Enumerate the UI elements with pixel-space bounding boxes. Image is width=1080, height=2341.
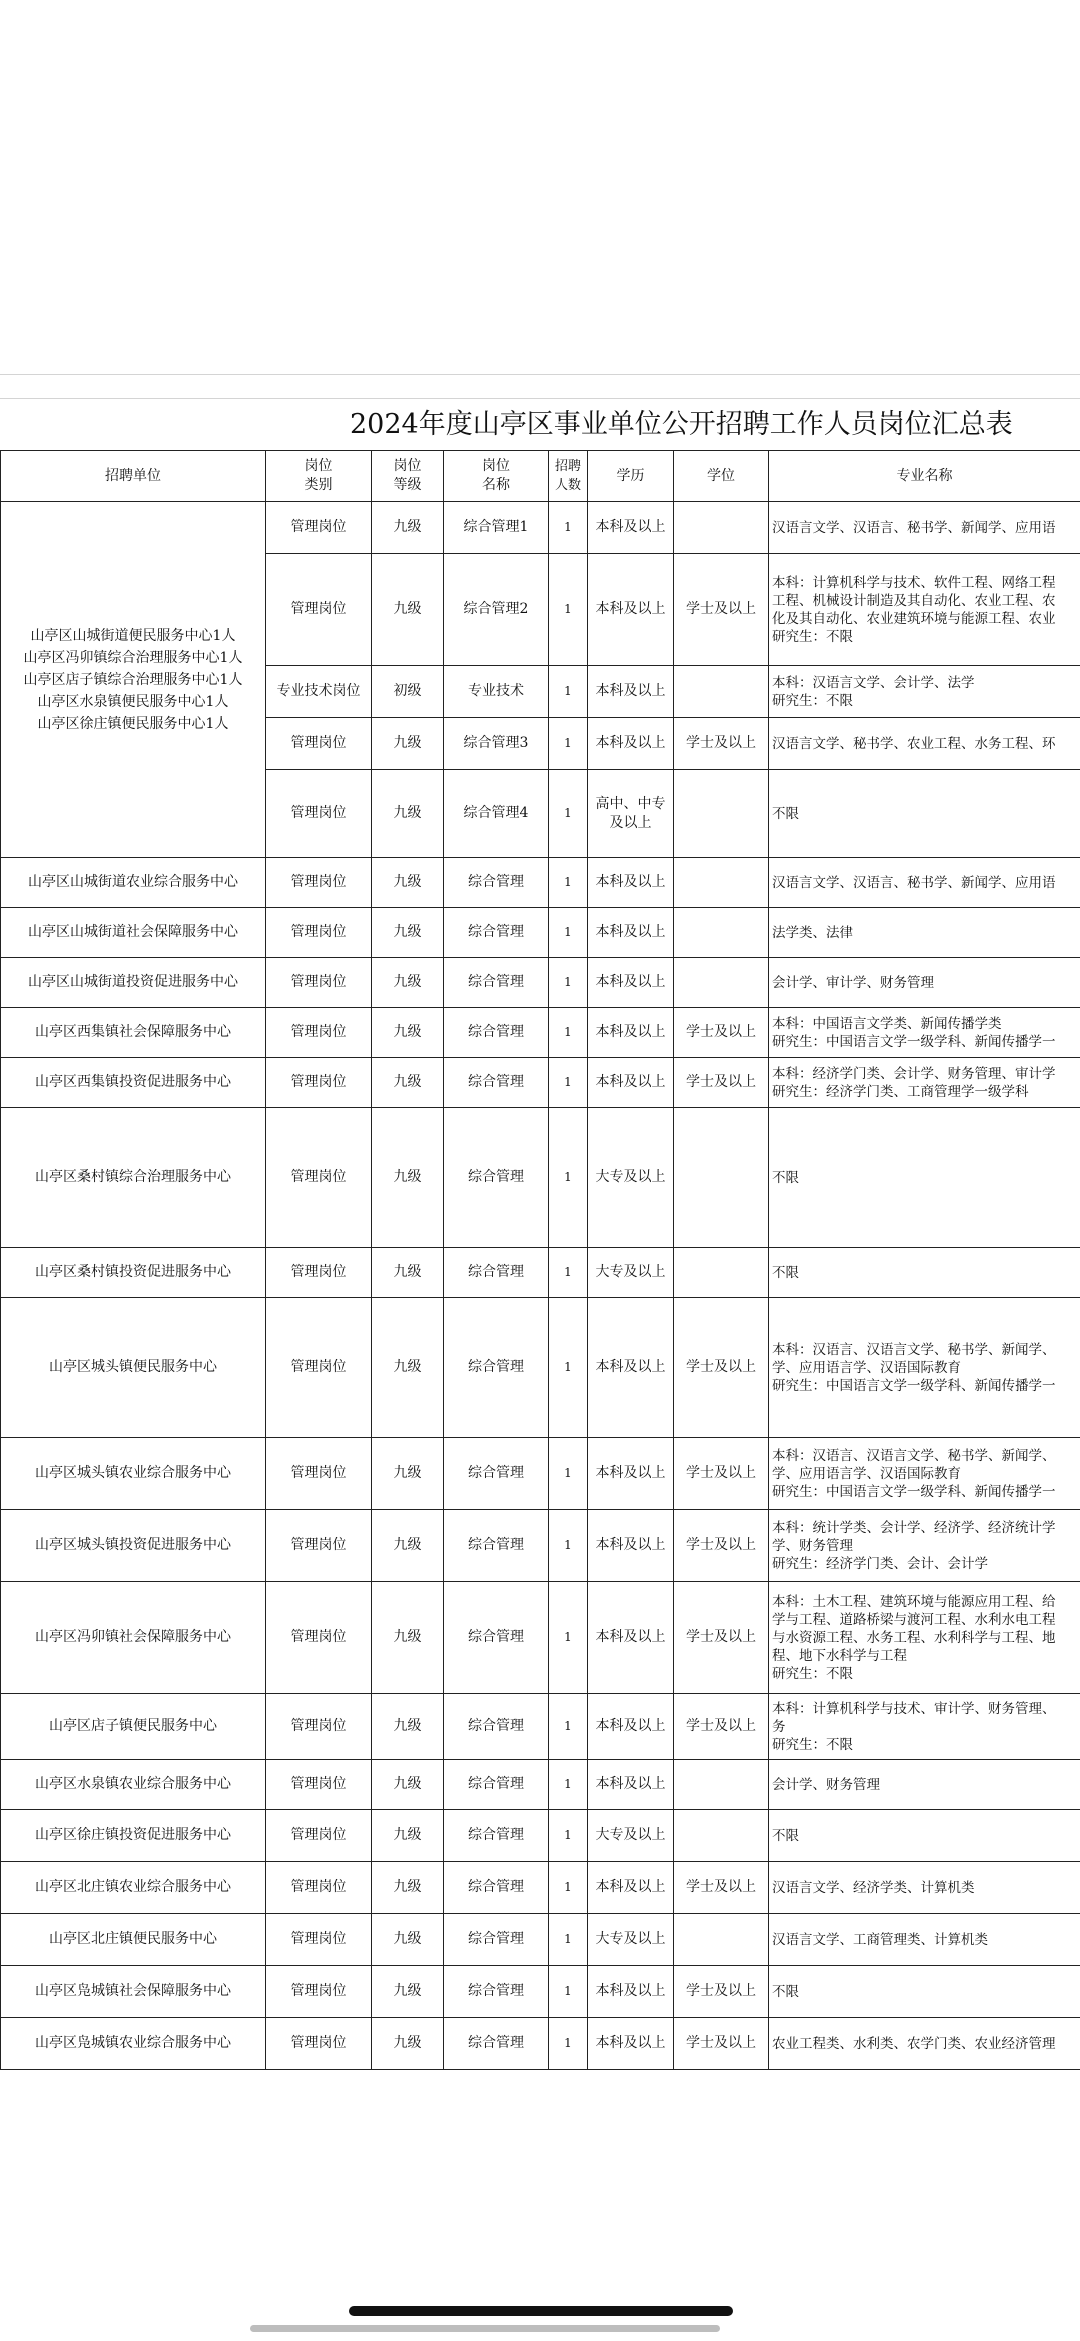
level-cell: 九级: [372, 1862, 444, 1914]
major-cell: 本科：计算机科学与技术、审计学、财务管理、 务 研究生：不限: [769, 1694, 1080, 1760]
category-cell: 管理岗位: [266, 1108, 372, 1248]
unit-cell: 山亭区城头镇投资促进服务中心: [1, 1510, 266, 1582]
unit-cell: 山亭区山城街道农业综合服务中心: [1, 858, 266, 908]
count-cell: 1: [549, 718, 588, 770]
major-cell: 本科：中国语言文学类、新闻传播学类 研究生：中国语言文学一级学科、新闻传播学一: [769, 1008, 1080, 1058]
horizontal-scrollbar[interactable]: [250, 2325, 720, 2332]
education-cell: 大专及以上: [588, 1108, 674, 1248]
degree-cell: 学士及以上: [674, 1966, 769, 2018]
position-name-cell: 综合管理: [444, 1248, 549, 1298]
level-cell: 九级: [372, 1914, 444, 1966]
major-cell: 本科：汉语言、汉语言文学、秘书学、新闻学、 学、应用语言学、汉语国际教育 研究生：中国语言文学一级学科、新闻传播学一: [769, 1298, 1080, 1438]
category-cell: 专业技术岗位: [266, 666, 372, 718]
major-cell: 不限: [769, 1966, 1080, 2018]
level-cell: 九级: [372, 1694, 444, 1760]
level-cell: 九级: [372, 1008, 444, 1058]
unit-cell: 山亭区桑村镇投资促进服务中心: [1, 1248, 266, 1298]
unit-cell: 山亭区西集镇社会保障服务中心: [1, 1008, 266, 1058]
header-education: 学历: [588, 451, 674, 502]
count-cell: 1: [549, 1058, 588, 1108]
level-cell: 九级: [372, 770, 444, 858]
category-cell: 管理岗位: [266, 1862, 372, 1914]
count-cell: 1: [549, 554, 588, 666]
education-cell: 本科及以上: [588, 502, 674, 554]
position-name-cell: 综合管理4: [444, 770, 549, 858]
table-row: [1, 1760, 1080, 1810]
position-name-cell: 综合管理2: [444, 554, 549, 666]
position-name-cell: 综合管理: [444, 1298, 549, 1438]
count-cell: 1: [549, 1966, 588, 2018]
level-cell: 九级: [372, 908, 444, 958]
count-cell: 1: [549, 1248, 588, 1298]
unit-cell: 山亭区西集镇投资促进服务中心: [1, 1058, 266, 1108]
degree-cell: 学士及以上: [674, 2018, 769, 2070]
education-cell: 大专及以上: [588, 1914, 674, 1966]
unit-cell: 山亭区北庄镇便民服务中心: [1, 1914, 266, 1966]
education-cell: 本科及以上: [588, 1694, 674, 1760]
position-name-cell: 综合管理3: [444, 718, 549, 770]
level-cell: 九级: [372, 718, 444, 770]
count-cell: 1: [549, 1108, 588, 1248]
count-cell: 1: [549, 1008, 588, 1058]
position-name-cell: 综合管理: [444, 958, 549, 1008]
table-row: [1, 858, 1080, 908]
group-unit-cell: 山亭区山城街道便民服务中心1人 山亭区冯卯镇综合治理服务中心1人 山亭区店子镇综合治理服务中心1人 山亭区水泉镇便民服务中心1人 山亭区徐庄镇便民服务中心1人: [1, 502, 266, 858]
level-cell: 初级: [372, 666, 444, 718]
unit-cell: 山亭区北庄镇农业综合服务中心: [1, 1862, 266, 1914]
unit-cell: 山亭区山城街道社会保障服务中心: [1, 908, 266, 958]
count-cell: 1: [549, 1510, 588, 1582]
category-cell: 管理岗位: [266, 1510, 372, 1582]
table-row: [1, 1862, 1080, 1914]
education-cell: 本科及以上: [588, 1862, 674, 1914]
table-row: [1, 1510, 1080, 1582]
unit-cell: 山亭区冯卯镇社会保障服务中心: [1, 1582, 266, 1694]
category-cell: 管理岗位: [266, 770, 372, 858]
major-cell: 不限: [769, 1810, 1080, 1862]
table-row: [1, 958, 1080, 1008]
degree-cell: [674, 908, 769, 958]
unit-cell: 山亭区桑村镇综合治理服务中心: [1, 1108, 266, 1248]
education-cell: 本科及以上: [588, 1510, 674, 1582]
unit-cell: 山亭区徐庄镇投资促进服务中心: [1, 1810, 266, 1862]
major-cell: 不限: [769, 1108, 1080, 1248]
unit-cell: 山亭区山城街道投资促进服务中心: [1, 958, 266, 1008]
category-cell: 管理岗位: [266, 1582, 372, 1694]
level-cell: 九级: [372, 858, 444, 908]
education-cell: 本科及以上: [588, 718, 674, 770]
category-cell: 管理岗位: [266, 1966, 372, 2018]
education-cell: 本科及以上: [588, 1058, 674, 1108]
level-cell: 九级: [372, 1510, 444, 1582]
category-cell: 管理岗位: [266, 1914, 372, 1966]
level-cell: 九级: [372, 1438, 444, 1510]
major-cell: 会计学、财务管理: [769, 1760, 1080, 1810]
degree-cell: 学士及以上: [674, 1582, 769, 1694]
category-cell: 管理岗位: [266, 858, 372, 908]
degree-cell: [674, 502, 769, 554]
category-cell: 管理岗位: [266, 1694, 372, 1760]
unit-cell: 山亭区凫城镇社会保障服务中心: [1, 1966, 266, 2018]
education-cell: 本科及以上: [588, 1582, 674, 1694]
count-cell: 1: [549, 1862, 588, 1914]
position-name-cell: 综合管理: [444, 1760, 549, 1810]
category-cell: 管理岗位: [266, 2018, 372, 2070]
level-cell: 九级: [372, 2018, 444, 2070]
level-cell: 九级: [372, 502, 444, 554]
page-title: 2024年度山亭区事业单位公开招聘工作人员岗位汇总表: [350, 409, 1013, 440]
major-cell: 汉语言文学、经济学类、计算机类: [769, 1862, 1080, 1914]
table-row: [1, 1914, 1080, 1966]
count-cell: 1: [549, 958, 588, 1008]
position-name-cell: 综合管理: [444, 1008, 549, 1058]
unit-cell: 山亭区城头镇便民服务中心: [1, 1298, 266, 1438]
header-major: 专业名称: [769, 451, 1080, 502]
category-cell: 管理岗位: [266, 718, 372, 770]
degree-cell: [674, 770, 769, 858]
level-cell: 九级: [372, 1582, 444, 1694]
major-cell: 不限: [769, 770, 1080, 858]
position-name-cell: 综合管理: [444, 908, 549, 958]
education-cell: 本科及以上: [588, 1966, 674, 2018]
level-cell: 九级: [372, 1966, 444, 2018]
major-cell: 本科：土木工程、建筑环境与能源应用工程、给 学与工程、道路桥梁与渡河工程、水利水电工程 与水资源工程、水务工程、水利科学与工程、地 程、地下水科学与工程 研究生：不限: [769, 1582, 1080, 1694]
degree-cell: 学士及以上: [674, 1862, 769, 1914]
position-name-cell: 综合管理: [444, 1914, 549, 1966]
count-cell: 1: [549, 1582, 588, 1694]
level-cell: 九级: [372, 958, 444, 1008]
position-name-cell: 综合管理: [444, 1582, 549, 1694]
header-count: 招聘 人数: [549, 451, 588, 502]
education-cell: 本科及以上: [588, 908, 674, 958]
major-cell: 汉语言文学、工商管理类、计算机类: [769, 1914, 1080, 1966]
degree-cell: 学士及以上: [674, 1510, 769, 1582]
count-cell: 1: [549, 1810, 588, 1862]
category-cell: 管理岗位: [266, 1248, 372, 1298]
category-cell: 管理岗位: [266, 1760, 372, 1810]
position-name-cell: 综合管理: [444, 1862, 549, 1914]
table-row: [1, 1298, 1080, 1438]
major-cell: 本科：经济学门类、会计学、财务管理、审计学 研究生：经济学门类、工商管理学一级学科: [769, 1058, 1080, 1108]
major-cell: 本科：计算机科学与技术、软件工程、网络工程 工程、机械设计制造及其自动化、农业工程、农 化及其自动化、农业建筑环境与能源工程、农业 研究生：不限: [769, 554, 1080, 666]
position-name-cell: 专业技术: [444, 666, 549, 718]
major-cell: 本科：汉语言文学、会计学、法学 研究生：不限: [769, 666, 1080, 718]
major-cell: 本科：统计学类、会计学、经济学、经济统计学 学、财务管理 研究生：经济学门类、会计、会计学: [769, 1510, 1080, 1582]
count-cell: 1: [549, 2018, 588, 2070]
degree-cell: [674, 1810, 769, 1862]
home-indicator[interactable]: [349, 2306, 733, 2316]
table-row: [1, 2018, 1080, 2070]
degree-cell: [674, 1248, 769, 1298]
education-cell: 本科及以上: [588, 1298, 674, 1438]
position-name-cell: 综合管理: [444, 2018, 549, 2070]
table-row: [1, 1810, 1080, 1862]
education-cell: 本科及以上: [588, 1008, 674, 1058]
education-cell: 本科及以上: [588, 554, 674, 666]
education-cell: 本科及以上: [588, 958, 674, 1008]
level-cell: 九级: [372, 1248, 444, 1298]
degree-cell: [674, 1914, 769, 1966]
unit-cell: 山亭区凫城镇农业综合服务中心: [1, 2018, 266, 2070]
category-cell: 管理岗位: [266, 1298, 372, 1438]
degree-cell: 学士及以上: [674, 554, 769, 666]
table-row: [1, 1008, 1080, 1058]
count-cell: 1: [549, 770, 588, 858]
table-row: [1, 1438, 1080, 1510]
header-category: 岗位 类别: [266, 451, 372, 502]
degree-cell: 学士及以上: [674, 1058, 769, 1108]
position-name-cell: 综合管理1: [444, 502, 549, 554]
count-cell: 1: [549, 666, 588, 718]
position-name-cell: 综合管理: [444, 1694, 549, 1760]
major-cell: 不限: [769, 1248, 1080, 1298]
major-cell: 汉语言文学、汉语言、秘书学、新闻学、应用语: [769, 502, 1080, 554]
position-name-cell: 综合管理: [444, 1510, 549, 1582]
education-cell: 本科及以上: [588, 858, 674, 908]
unit-cell: 山亭区店子镇便民服务中心: [1, 1694, 266, 1760]
position-name-cell: 综合管理: [444, 1108, 549, 1248]
major-cell: 会计学、审计学、财务管理: [769, 958, 1080, 1008]
category-cell: 管理岗位: [266, 908, 372, 958]
major-cell: 本科：汉语言、汉语言文学、秘书学、新闻学、 学、应用语言学、汉语国际教育 研究生：中国语言文学一级学科、新闻传播学一: [769, 1438, 1080, 1510]
major-cell: 农业工程类、水利类、农学门类、农业经济管理: [769, 2018, 1080, 2070]
table-row: [1, 1582, 1080, 1694]
major-cell: 法学类、法律: [769, 908, 1080, 958]
degree-cell: 学士及以上: [674, 1438, 769, 1510]
degree-cell: [674, 1108, 769, 1248]
position-name-cell: 综合管理: [444, 1966, 549, 2018]
degree-cell: [674, 666, 769, 718]
table-row: [1, 1966, 1080, 2018]
count-cell: 1: [549, 1760, 588, 1810]
sheet-gridline: [0, 374, 1080, 375]
count-cell: 1: [549, 1298, 588, 1438]
table-row: [1, 1058, 1080, 1108]
table-row: [1, 908, 1080, 958]
header-position-name: 岗位 名称: [444, 451, 549, 502]
position-name-cell: 综合管理: [444, 1438, 549, 1510]
position-name-cell: 综合管理: [444, 858, 549, 908]
table-header-row: [1, 451, 1080, 502]
table-row: [1, 1108, 1080, 1248]
education-cell: 高中、中专 及以上: [588, 770, 674, 858]
degree-cell: 学士及以上: [674, 1008, 769, 1058]
position-name-cell: 综合管理: [444, 1810, 549, 1862]
education-cell: 大专及以上: [588, 1810, 674, 1862]
unit-cell: 山亭区城头镇农业综合服务中心: [1, 1438, 266, 1510]
level-cell: 九级: [372, 1298, 444, 1438]
category-cell: 管理岗位: [266, 1058, 372, 1108]
level-cell: 九级: [372, 1810, 444, 1862]
count-cell: 1: [549, 858, 588, 908]
table-row: [1, 1694, 1080, 1760]
level-cell: 九级: [372, 1760, 444, 1810]
category-cell: 管理岗位: [266, 1810, 372, 1862]
education-cell: 本科及以上: [588, 666, 674, 718]
count-cell: 1: [549, 1694, 588, 1760]
recruitment-table: [0, 450, 1080, 2070]
education-cell: 大专及以上: [588, 1248, 674, 1298]
education-cell: 本科及以上: [588, 1760, 674, 1810]
degree-cell: 学士及以上: [674, 1694, 769, 1760]
count-cell: 1: [549, 908, 588, 958]
sheet-gridline: [0, 398, 1080, 399]
category-cell: 管理岗位: [266, 502, 372, 554]
level-cell: 九级: [372, 1108, 444, 1248]
level-cell: 九级: [372, 554, 444, 666]
major-cell: 汉语言文学、秘书学、农业工程、水务工程、环: [769, 718, 1080, 770]
position-name-cell: 综合管理: [444, 1058, 549, 1108]
level-cell: 九级: [372, 1058, 444, 1108]
header-degree: 学位: [674, 451, 769, 502]
degree-cell: [674, 858, 769, 908]
unit-cell: 山亭区水泉镇农业综合服务中心: [1, 1760, 266, 1810]
header-level: 岗位 等级: [372, 451, 444, 502]
header-unit: 招聘单位: [1, 451, 266, 502]
table-row: [1, 1248, 1080, 1298]
count-cell: 1: [549, 502, 588, 554]
category-cell: 管理岗位: [266, 1438, 372, 1510]
count-cell: 1: [549, 1914, 588, 1966]
category-cell: 管理岗位: [266, 554, 372, 666]
category-cell: 管理岗位: [266, 1008, 372, 1058]
count-cell: 1: [549, 1438, 588, 1510]
education-cell: 本科及以上: [588, 1438, 674, 1510]
degree-cell: 学士及以上: [674, 718, 769, 770]
major-cell: 汉语言文学、汉语言、秘书学、新闻学、应用语: [769, 858, 1080, 908]
category-cell: 管理岗位: [266, 958, 372, 1008]
degree-cell: [674, 958, 769, 1008]
degree-cell: 学士及以上: [674, 1298, 769, 1438]
education-cell: 本科及以上: [588, 2018, 674, 2070]
degree-cell: [674, 1760, 769, 1810]
table-row: [1, 502, 1080, 554]
